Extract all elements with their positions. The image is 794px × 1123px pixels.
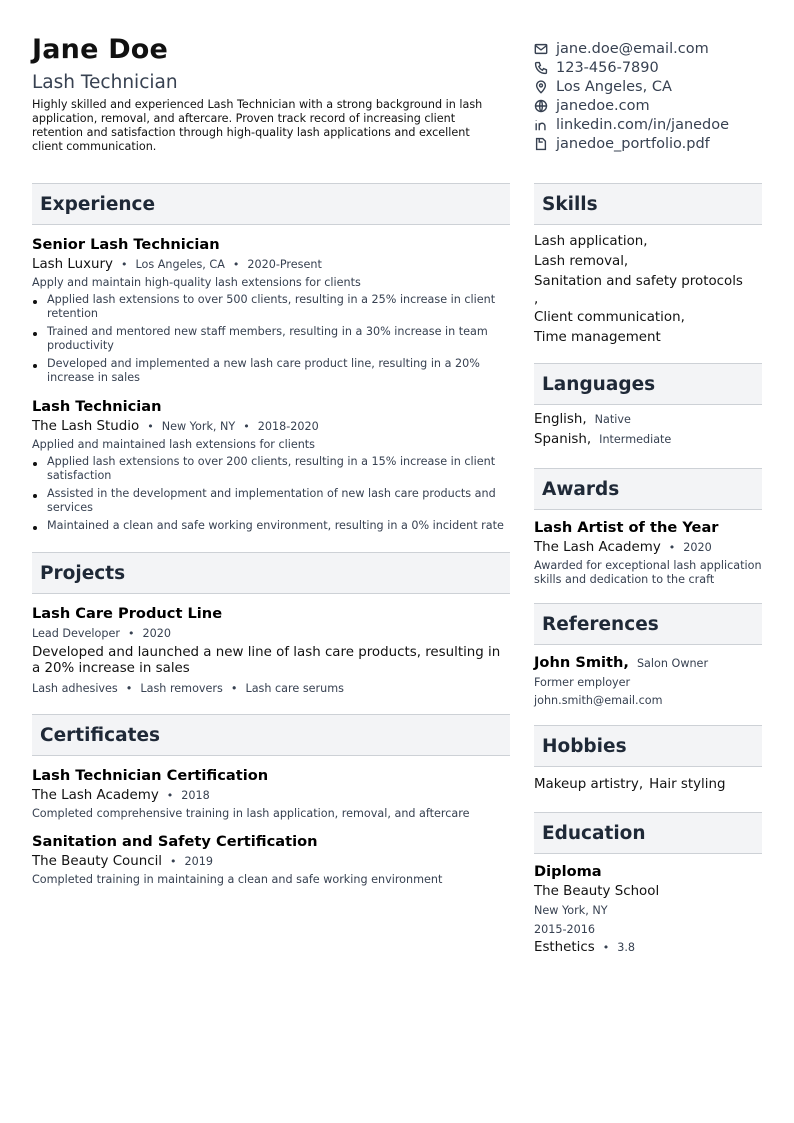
hobbies-list [534,775,762,795]
education-location: New York, NY [534,904,608,917]
language-name: Spanish, [534,432,592,447]
keyword: Lash removers [140,682,223,695]
skill-item: Client communication, [534,310,685,325]
language-level: Native [594,413,631,426]
contact-website[interactable] [534,96,764,115]
award-title: Lash Artist of the Year [534,519,719,536]
project-meta [32,627,510,640]
education-gpa: 3.8 [617,941,636,954]
section-heading-languages: Languages [534,363,762,405]
project-role: Lead Developer [32,627,120,640]
award-issuer: The Lash Academy [534,540,661,555]
skill-item: Lash application, [534,234,648,249]
certificate-issuer: The Beauty Council [32,854,163,869]
job-dates: 2020-Present [247,258,322,271]
location-text: Los Angeles, CA [556,78,672,95]
certificate-description: Completed comprehensive training in lash application, removal, and aftercare [32,807,470,820]
contact-phone[interactable] [534,58,764,77]
separator-dot: • [602,941,610,954]
job-achievements [32,455,510,533]
language-item [534,412,762,432]
separator-dot: • [127,627,135,640]
achievement-item: Developed and implemented a new lash care product line, resulting in a 20% increase in sales [32,357,510,385]
certificate-meta [32,854,510,869]
separator-dot: • [125,682,133,695]
job-summary: Apply and maintain high-quality lash extensions for clients [32,276,361,289]
reference-item [534,654,762,708]
language-name: English, [534,412,587,427]
skill-item-continuation: , [534,292,539,307]
map-pin-icon [534,80,556,94]
phone-text: 123-456-7890 [556,59,659,76]
job-location: New York, NY [161,420,236,433]
email-text: jane.doe@email.com [556,40,709,57]
linkedin-icon [534,118,556,132]
education-item [534,863,762,955]
job-achievements [32,293,510,385]
certificate-issuer: The Lash Academy [32,788,159,803]
section-heading-certificates: Certificates [32,714,510,756]
resume-header [32,34,762,164]
job-location: Los Angeles, CA [135,258,225,271]
reference-header [534,654,762,671]
achievement-item: Applied lash extensions to over 500 clients, resulting in a 25% increase in client retention [32,293,510,321]
education-dates: 2015-2016 [534,923,595,936]
hobby-item: Makeup artistry, [534,777,644,792]
keyword: Lash care serums [245,682,344,695]
keyword: Lash adhesives [32,682,118,695]
award-item [534,519,762,587]
section-heading-hobbies: Hobbies [534,725,762,767]
company-name: The Lash Studio [32,419,140,434]
experience-item [32,236,510,385]
achievement-item: Trained and mentored new staff members, resulting in a 30% increase in team productivity [32,325,510,353]
globe-icon [534,99,556,113]
project-title: Lash Care Product Line [32,605,223,622]
profile-summary: Highly skilled and experienced Lash Technician with a strong background in lash application, removal, and aftercare. Proven track record of increasing client retention and satisfaction through high-quality lash applications and excellent client communication. [32,98,483,153]
language-item [534,432,762,452]
separator-dot: • [668,541,676,554]
job-dates: 2018-2020 [257,420,319,433]
reference-relation: Former employer [534,676,631,689]
certificate-meta [32,788,510,803]
job-meta [32,257,510,272]
project-year: 2020 [142,627,171,640]
section-heading-experience: Experience [32,183,510,225]
contact-portfolio[interactable] [534,134,764,153]
reference-role: Salon Owner [636,657,709,670]
skill-item: Time management [534,330,661,345]
education-field: Esthetics [534,940,595,955]
section-heading-education: Education [534,812,762,854]
achievement-item: Applied lash extensions to over 200 clients, resulting in a 15% increase in client satisfaction [32,455,510,483]
portfolio-text: janedoe_portfolio.pdf [556,135,710,152]
languages-list [534,412,762,452]
certificate-year: 2019 [184,855,214,868]
contact-linkedin[interactable] [534,115,764,134]
skills-list [534,232,762,348]
candidate-role: Lash Technician [32,72,178,93]
job-title: Senior Lash Technician [32,236,220,253]
company-name: Lash Luxury [32,257,113,272]
education-school: The Beauty School [534,884,660,899]
separator-dot: • [232,258,240,271]
education-degree: Diploma [534,863,602,880]
separator-dot: • [230,682,238,695]
project-keywords [32,682,510,695]
website-text: janedoe.com [556,97,650,114]
achievement-item: Assisted in the development and implementation of new lash care products and services [32,487,510,515]
hobby-item: Hair styling [649,777,726,792]
job-meta [32,419,510,434]
section-heading-skills: Skills [534,183,762,225]
award-description: Awarded for exceptional lash application skills and dedication to the craft [534,559,762,586]
file-icon [534,137,556,151]
award-year: 2020 [683,541,712,554]
project-description: Developed and launched a new line of lash care products, resulting in a 20% increase in sales [32,645,501,676]
certificate-title: Sanitation and Safety Certification [32,833,318,850]
achievement-item: Maintained a clean and safe working environment, resulting in a 0% incident rate [32,519,510,533]
main-column [32,183,510,887]
job-title: Lash Technician [32,398,162,415]
contact-location [534,77,764,96]
section-heading-references: References [534,603,762,645]
separator-dot: • [243,420,250,433]
job-summary: Applied and maintained lash extensions for clients [32,438,316,451]
candidate-name: Jane Doe [32,34,169,65]
project-item [32,605,510,695]
certificate-item [32,767,510,821]
sidebar-column [534,183,762,955]
separator-dot: • [147,420,154,433]
resume-page [32,34,762,955]
contact-email[interactable] [534,39,764,58]
reference-email[interactable]: john.smith@email.com [534,694,663,707]
award-meta [534,540,762,555]
certificate-year: 2018 [181,789,210,802]
section-heading-projects: Projects [32,552,510,594]
certificate-title: Lash Technician Certification [32,767,269,784]
separator-dot: • [170,855,177,868]
phone-icon [534,61,556,75]
education-field-meta [534,940,762,955]
separator-dot: • [166,789,174,802]
linkedin-text: linkedin.com/in/janedoe [556,116,730,133]
skill-item: Sanitation and safety protocols [534,274,743,289]
section-heading-awards: Awards [534,468,762,510]
separator-dot: • [120,258,128,271]
reference-name: John Smith, [534,654,629,671]
language-level: Intermediate [599,433,672,446]
mail-icon [534,42,556,56]
contact-list [534,39,764,153]
certificate-item [32,833,510,887]
certificate-description: Completed training in maintaining a clean and safe working environment [32,873,443,886]
experience-item [32,398,510,533]
skill-item: Lash removal, [534,254,629,269]
